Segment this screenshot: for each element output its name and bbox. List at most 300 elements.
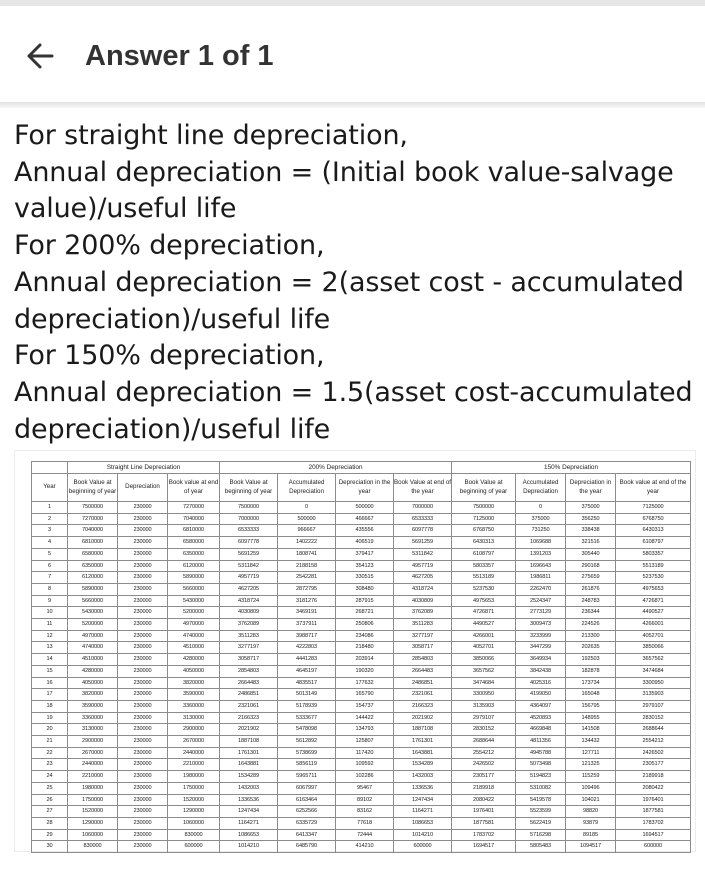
- table-cell: 3820000: [68, 689, 118, 701]
- table-cell: 1980000: [68, 782, 118, 794]
- table-cell: 5200000: [68, 619, 118, 631]
- table-cell: 4030809: [394, 595, 452, 607]
- table-cell: 230000: [118, 759, 168, 771]
- table-cell: 1694517: [616, 829, 691, 841]
- table-cell: 4050000: [68, 677, 118, 689]
- table-row: [32, 502, 691, 514]
- table-cell: 1783702: [452, 829, 516, 841]
- table-cell: 3590000: [68, 700, 118, 712]
- table-cell: 1336536: [394, 782, 452, 794]
- table-cell: 338438: [566, 525, 616, 537]
- table-cell: 4490527: [616, 607, 691, 619]
- table-cell: 2542281: [278, 572, 336, 584]
- group-header: 150% Depreciation: [452, 462, 691, 474]
- table-cell: 230000: [118, 817, 168, 829]
- table-cell: 2440000: [68, 759, 118, 771]
- table-cell: 1391203: [516, 548, 566, 560]
- table-cell: 4975653: [452, 595, 516, 607]
- table-cell: 6097778: [394, 525, 452, 537]
- table-cell: 1761301: [220, 747, 278, 759]
- table-row: [32, 782, 691, 794]
- table-cell: 5419578: [516, 794, 566, 806]
- table-cell: 330515: [336, 572, 394, 584]
- table-cell: 3762089: [394, 607, 452, 619]
- table-cell: 3762089: [220, 619, 278, 631]
- year-cell: 20: [32, 724, 68, 736]
- table-cell: 104021: [566, 794, 616, 806]
- table-cell: 6120000: [168, 560, 220, 572]
- table-cell: 4280000: [168, 654, 220, 666]
- table-row: [32, 572, 691, 584]
- table-cell: 6533333: [220, 525, 278, 537]
- table-cell: 1086653: [394, 817, 452, 829]
- answer-line: For 200% depreciation,: [14, 230, 325, 262]
- table-cell: 4627205: [220, 583, 278, 595]
- table-cell: 2188158: [278, 560, 336, 572]
- answer-text: [14, 118, 702, 448]
- column-header: Book Value at end of the year: [394, 474, 452, 502]
- table-cell: 966667: [278, 525, 336, 537]
- table-cell: 3233999: [516, 630, 566, 642]
- table-cell: 173734: [566, 677, 616, 689]
- table-cell: 6768750: [616, 513, 691, 525]
- table-cell: 7125000: [616, 502, 691, 514]
- table-row: [32, 537, 691, 549]
- table-cell: 6108797: [616, 537, 691, 549]
- table-cell: 2664483: [220, 677, 278, 689]
- table-cell: 165790: [336, 689, 394, 701]
- table-cell: 3360000: [68, 712, 118, 724]
- table-cell: 4318724: [220, 595, 278, 607]
- table-cell: 3590000: [168, 689, 220, 701]
- table-cell: 2189918: [616, 771, 691, 783]
- group-header: Straight Line Depreciation: [68, 462, 220, 474]
- table-cell: 414210: [336, 841, 394, 853]
- table-cell: 230000: [118, 595, 168, 607]
- table-row: [32, 630, 691, 642]
- table-cell: 1060000: [68, 829, 118, 841]
- year-cell: 30: [32, 841, 68, 853]
- table-cell: 5200000: [168, 607, 220, 619]
- column-header: Depreciation in the year: [566, 474, 616, 502]
- page-title: Answer 1 of 1: [85, 40, 274, 72]
- year-cell: 25: [32, 782, 68, 794]
- table-cell: 6097778: [220, 537, 278, 549]
- table-cell: 1643881: [220, 759, 278, 771]
- table-cell: 6067997: [278, 782, 336, 794]
- answer-line: Annual depreciation = (Initial book value-salvage value)/useful life: [14, 156, 674, 225]
- table-cell: 500000: [278, 513, 336, 525]
- table-cell: 2554212: [452, 747, 516, 759]
- table-row: [32, 642, 691, 654]
- table-cell: 3988717: [278, 630, 336, 642]
- table-cell: 830000: [68, 841, 118, 853]
- table-cell: 4957719: [220, 572, 278, 584]
- table-cell: 2262470: [516, 583, 566, 595]
- table-cell: 4441283: [278, 654, 336, 666]
- table-cell: 144422: [336, 712, 394, 724]
- column-header: Book Value at beginning of year: [452, 474, 516, 502]
- table-cell: 2688644: [452, 736, 516, 748]
- table-cell: 1432003: [394, 771, 452, 783]
- table-cell: 3474684: [616, 665, 691, 677]
- table-cell: 230000: [118, 642, 168, 654]
- table-cell: 230000: [118, 572, 168, 584]
- table-cell: 230000: [118, 619, 168, 631]
- table-cell: 2080422: [616, 782, 691, 794]
- table-cell: 5890000: [68, 583, 118, 595]
- table-cell: 406519: [336, 537, 394, 549]
- table-cell: 2486851: [394, 677, 452, 689]
- table-cell: 2021902: [394, 712, 452, 724]
- year-cell: 27: [32, 806, 68, 818]
- table-cell: 2670000: [68, 747, 118, 759]
- table-cell: 4318724: [394, 583, 452, 595]
- table-cell: 1783702: [616, 817, 691, 829]
- table-cell: 89185: [566, 829, 616, 841]
- table-cell: 1750000: [68, 794, 118, 806]
- table-cell: 3842438: [516, 665, 566, 677]
- table-cell: 230000: [118, 513, 168, 525]
- table-cell: 117420: [336, 747, 394, 759]
- depreciation-table: [31, 461, 691, 853]
- table-cell: 3360000: [168, 700, 220, 712]
- arrow-left-icon: [22, 36, 62, 76]
- table-cell: 230000: [118, 654, 168, 666]
- table-cell: 230000: [118, 712, 168, 724]
- table-cell: 6413347: [278, 829, 336, 841]
- table-cell: 4669848: [516, 724, 566, 736]
- table-cell: 6430313: [616, 525, 691, 537]
- table-cell: 4957719: [394, 560, 452, 572]
- table-cell: 4490527: [452, 619, 516, 631]
- year-cell: 21: [32, 736, 68, 748]
- table-cell: 1164271: [220, 817, 278, 829]
- table-cell: 5716298: [516, 829, 566, 841]
- table-cell: 3277197: [394, 630, 452, 642]
- table-cell: 2830152: [616, 712, 691, 724]
- table-cell: 230000: [118, 630, 168, 642]
- table-row: [32, 736, 691, 748]
- table-row: [32, 700, 691, 712]
- table-cell: 1877581: [616, 806, 691, 818]
- column-header: Accumulated Depreciation: [278, 474, 336, 502]
- table-cell: 2900000: [168, 724, 220, 736]
- table-cell: 4726871: [452, 607, 516, 619]
- table-cell: 2166323: [220, 712, 278, 724]
- table-cell: 1247434: [394, 794, 452, 806]
- table-cell: 4740000: [68, 642, 118, 654]
- table-cell: 127711: [566, 747, 616, 759]
- table-cell: 379417: [336, 548, 394, 560]
- table-cell: 4266001: [452, 630, 516, 642]
- table-row: [32, 548, 691, 560]
- table-cell: 5803357: [616, 548, 691, 560]
- table-cell: 1432003: [220, 782, 278, 794]
- table-row: [32, 654, 691, 666]
- table-cell: 7500000: [68, 502, 118, 514]
- table-cell: 308480: [336, 583, 394, 595]
- table-cell: 125807: [336, 736, 394, 748]
- table-cell: 250806: [336, 619, 394, 631]
- table-cell: 6810000: [168, 525, 220, 537]
- table-cell: 2321061: [220, 700, 278, 712]
- table-cell: 230000: [118, 724, 168, 736]
- table-cell: 731250: [516, 525, 566, 537]
- year-cell: 10: [32, 607, 68, 619]
- table-cell: 102286: [336, 771, 394, 783]
- table-cell: 5333677: [278, 712, 336, 724]
- table-cell: 1402222: [278, 537, 336, 549]
- year-cell: 24: [32, 771, 68, 783]
- table-cell: 2670000: [168, 736, 220, 748]
- table-cell: 230000: [118, 794, 168, 806]
- table-cell: 5013149: [278, 689, 336, 701]
- table-cell: 2305177: [616, 759, 691, 771]
- table-cell: 4050000: [168, 665, 220, 677]
- table-cell: 6768750: [452, 525, 516, 537]
- table-cell: 2440000: [168, 747, 220, 759]
- table-cell: 148955: [566, 712, 616, 724]
- table-cell: 1520000: [168, 794, 220, 806]
- table-cell: 7270000: [168, 502, 220, 514]
- table-cell: 1164271: [394, 806, 452, 818]
- table-cell: 5738699: [278, 747, 336, 759]
- table-cell: 5691259: [220, 548, 278, 560]
- table-cell: 230000: [118, 806, 168, 818]
- table-cell: 3277197: [220, 642, 278, 654]
- year-cell: 11: [32, 619, 68, 631]
- year-cell: 17: [32, 689, 68, 701]
- table-cell: 6120000: [68, 572, 118, 584]
- table-cell: 230000: [118, 560, 168, 572]
- year-cell: 29: [32, 829, 68, 841]
- year-cell: 22: [32, 747, 68, 759]
- year-cell: 16: [32, 677, 68, 689]
- table-row: [32, 794, 691, 806]
- table-cell: 1094517: [566, 841, 616, 853]
- table-cell: 500000: [336, 502, 394, 514]
- table-cell: 83162: [336, 806, 394, 818]
- table-cell: 4222803: [278, 642, 336, 654]
- table-cell: 5430000: [168, 595, 220, 607]
- table-cell: 2426502: [616, 747, 691, 759]
- table-cell: 230000: [118, 548, 168, 560]
- table-cell: 154737: [336, 700, 394, 712]
- table-cell: 4970000: [68, 630, 118, 642]
- table-cell: 230000: [118, 736, 168, 748]
- table-cell: 2773129: [516, 607, 566, 619]
- table-cell: 7500000: [220, 502, 278, 514]
- table-cell: 3657562: [452, 665, 516, 677]
- table-cell: 2979107: [616, 700, 691, 712]
- table-cell: 230000: [118, 583, 168, 595]
- year-cell: 19: [32, 712, 68, 724]
- table-cell: 6350000: [68, 560, 118, 572]
- table-cell: 3657562: [616, 654, 691, 666]
- table-row: [32, 712, 691, 724]
- table-row: [32, 689, 691, 701]
- table-cell: 2486851: [220, 689, 278, 701]
- table-cell: 6350000: [168, 548, 220, 560]
- year-cell: 3: [32, 525, 68, 537]
- table-cell: 4627205: [394, 572, 452, 584]
- table-cell: 1534289: [394, 759, 452, 771]
- table-cell: 2854803: [394, 654, 452, 666]
- table-cell: 5237530: [616, 572, 691, 584]
- table-cell: 4975653: [616, 583, 691, 595]
- table-cell: 1877581: [452, 817, 516, 829]
- table-cell: 109592: [336, 759, 394, 771]
- table-cell: 375000: [516, 513, 566, 525]
- table-body: [32, 502, 691, 853]
- table-row: [32, 771, 691, 783]
- table-cell: 1643881: [394, 747, 452, 759]
- table-cell: 2080422: [452, 794, 516, 806]
- table-cell: 6163464: [278, 794, 336, 806]
- table-cell: 5194823: [516, 771, 566, 783]
- table-cell: 230000: [118, 525, 168, 537]
- table-cell: 218480: [336, 642, 394, 654]
- table-cell: 261876: [566, 583, 616, 595]
- table-row: [32, 665, 691, 677]
- table-cell: 5803357: [452, 560, 516, 572]
- year-cell: 12: [32, 630, 68, 642]
- table-cell: 230000: [118, 782, 168, 794]
- table-row: [32, 806, 691, 818]
- table-cell: 3181276: [278, 595, 336, 607]
- table-cell: 134432: [566, 736, 616, 748]
- year-cell: 6: [32, 560, 68, 572]
- table-cell: 7500000: [452, 502, 516, 514]
- column-header: Accumulated Depreciation: [516, 474, 566, 502]
- table-cell: 6108797: [452, 548, 516, 560]
- table-cell: 1290000: [68, 817, 118, 829]
- table-cell: 77618: [336, 817, 394, 829]
- table-cell: 4520893: [516, 712, 566, 724]
- table-cell: 5691259: [394, 537, 452, 549]
- column-header: Depreciation: [118, 474, 168, 502]
- table-cell: 1014210: [220, 841, 278, 853]
- table-cell: 2854803: [220, 665, 278, 677]
- table-row: [32, 817, 691, 829]
- year-cell: 26: [32, 794, 68, 806]
- table-cell: 141508: [566, 724, 616, 736]
- column-header: Book value at end of the year: [616, 474, 691, 502]
- table-cell: 354123: [336, 560, 394, 572]
- table-cell: 230000: [118, 747, 168, 759]
- table-cell: 2664483: [394, 665, 452, 677]
- table-cell: 2321061: [394, 689, 452, 701]
- table-cell: 6533333: [394, 513, 452, 525]
- table-cell: 4970000: [168, 619, 220, 631]
- table-row: [32, 747, 691, 759]
- table-cell: 4199050: [516, 689, 566, 701]
- table-cell: 3469191: [278, 607, 336, 619]
- table-cell: 3130000: [68, 724, 118, 736]
- table-cell: 1976401: [616, 794, 691, 806]
- table-cell: 3474684: [452, 677, 516, 689]
- year-cell: 1: [32, 502, 68, 514]
- table-cell: 3058717: [394, 642, 452, 654]
- table-cell: 230000: [118, 677, 168, 689]
- table-cell: 5311842: [394, 548, 452, 560]
- column-header: Year: [32, 474, 68, 502]
- table-cell: 3737911: [278, 619, 336, 631]
- table-cell: 1808741: [278, 548, 336, 560]
- table-cell: 4266001: [616, 619, 691, 631]
- table-cell: 4025316: [516, 677, 566, 689]
- blank-header-cell: [32, 462, 68, 474]
- table-cell: 3300950: [452, 689, 516, 701]
- table-cell: 4645197: [278, 665, 336, 677]
- column-header: Depreciation in the year: [336, 474, 394, 502]
- table-cell: 600000: [394, 841, 452, 853]
- table-cell: 2830152: [452, 724, 516, 736]
- table-cell: 287915: [336, 595, 394, 607]
- table-cell: 1014210: [394, 829, 452, 841]
- back-button[interactable]: [22, 36, 62, 76]
- table-cell: 6485790: [278, 841, 336, 853]
- table-cell: 230000: [118, 771, 168, 783]
- table-cell: 190320: [336, 665, 394, 677]
- table-cell: 5622419: [516, 817, 566, 829]
- table-cell: 1086653: [220, 829, 278, 841]
- table-cell: 5523599: [516, 806, 566, 818]
- table-cell: 290168: [566, 560, 616, 572]
- table-cell: 7000000: [394, 502, 452, 514]
- table-cell: 466667: [336, 513, 394, 525]
- table-cell: 0: [516, 502, 566, 514]
- table-row: [32, 677, 691, 689]
- table-cell: 3511283: [220, 630, 278, 642]
- table-cell: 3300950: [616, 677, 691, 689]
- table-cell: 230000: [118, 607, 168, 619]
- table-cell: 1534289: [220, 771, 278, 783]
- header-divider: [0, 102, 705, 108]
- table-cell: 3850066: [452, 654, 516, 666]
- table-cell: 6580000: [68, 548, 118, 560]
- table-cell: 2021902: [220, 724, 278, 736]
- table-cell: 2189918: [452, 782, 516, 794]
- table-cell: 1696643: [516, 560, 566, 572]
- depreciation-table-image: [14, 450, 696, 852]
- table-cell: 7040000: [68, 525, 118, 537]
- table-cell: 4945788: [516, 747, 566, 759]
- table-cell: 5660000: [68, 595, 118, 607]
- table-cell: 98820: [566, 806, 616, 818]
- table-cell: 1986811: [516, 572, 566, 584]
- table-cell: 5178939: [278, 700, 336, 712]
- table-cell: 230000: [118, 841, 168, 853]
- table-cell: 2979107: [452, 712, 516, 724]
- table-cell: 7125000: [452, 513, 516, 525]
- year-cell: 15: [32, 665, 68, 677]
- table-cell: 156795: [566, 700, 616, 712]
- table-cell: 5612892: [278, 736, 336, 748]
- table-cell: 6810000: [68, 537, 118, 549]
- table-cell: 5073498: [516, 759, 566, 771]
- table-cell: 2210000: [68, 771, 118, 783]
- table-cell: 5965711: [278, 771, 336, 783]
- table-cell: 2305177: [452, 771, 516, 783]
- table-cell: 435556: [336, 525, 394, 537]
- table-cell: 830000: [168, 829, 220, 841]
- table-cell: 248783: [566, 595, 616, 607]
- table-row: [32, 619, 691, 631]
- year-cell: 2: [32, 513, 68, 525]
- table-cell: 7040000: [168, 513, 220, 525]
